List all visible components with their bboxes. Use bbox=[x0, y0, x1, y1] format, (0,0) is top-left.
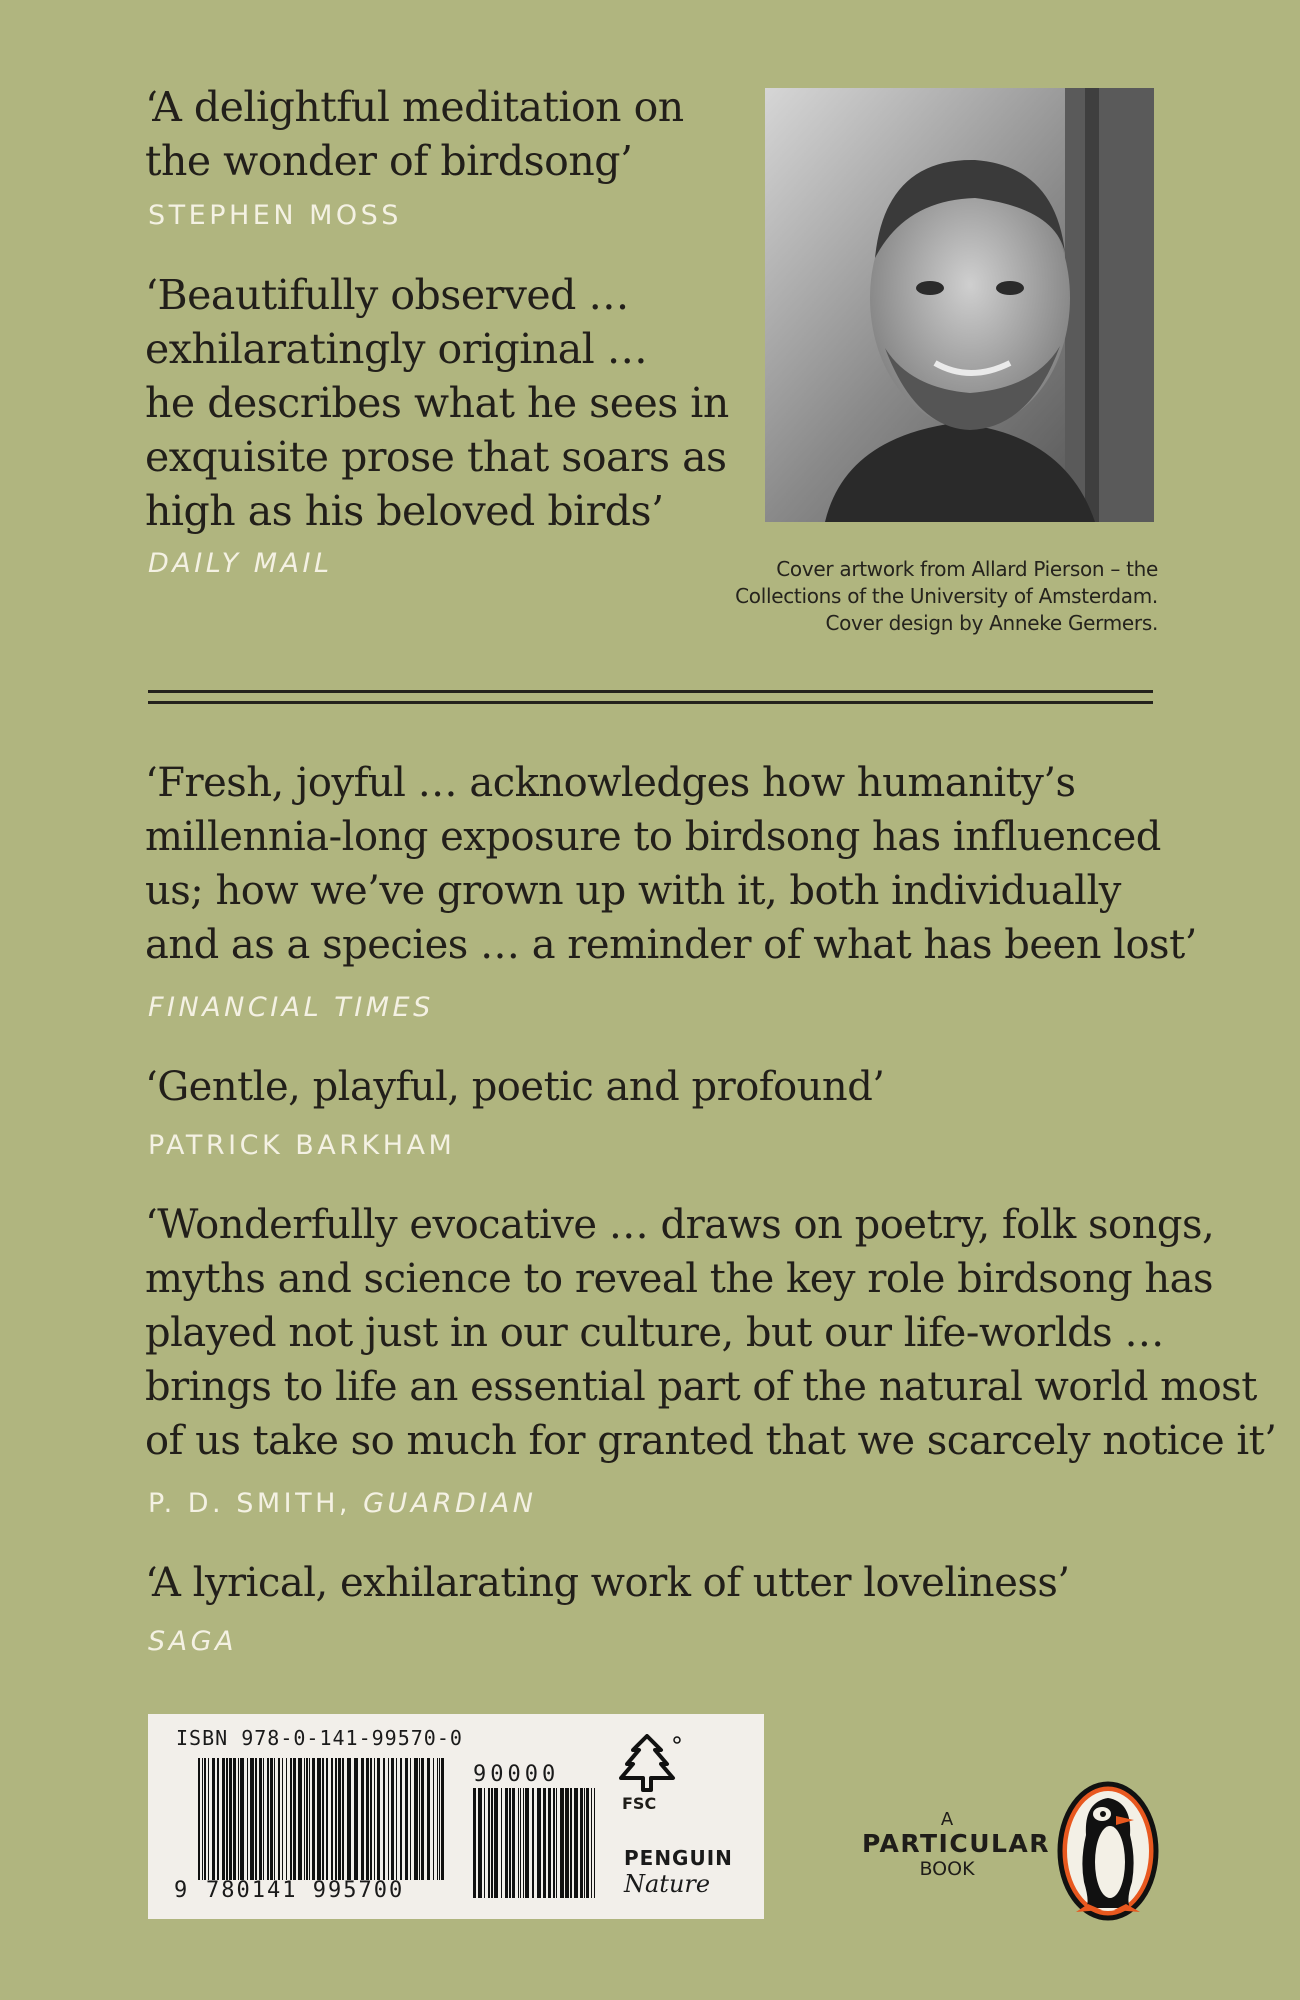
barcode-bar bbox=[574, 1788, 578, 1898]
barcode-bar bbox=[286, 1758, 287, 1880]
barcode-bar bbox=[317, 1758, 321, 1880]
barcode-bar bbox=[410, 1758, 411, 1880]
barcode-bar bbox=[212, 1758, 215, 1880]
barcode-bar bbox=[293, 1758, 296, 1880]
barcode-bar bbox=[491, 1788, 493, 1898]
barcode-bar bbox=[247, 1758, 248, 1880]
barcode-bar bbox=[523, 1788, 524, 1898]
barcode-bar bbox=[421, 1758, 424, 1880]
barcode-bar bbox=[298, 1758, 302, 1880]
divider-rule-top bbox=[148, 690, 1153, 693]
barcode-bar bbox=[312, 1758, 315, 1880]
barcode-bar bbox=[437, 1758, 438, 1880]
quote-daily-mail: ‘Beautifully observed … exhilaratingly original … he describes what he sees in exquisite prose that soars as high as his beloved birds’ bbox=[145, 271, 729, 535]
barcode-bar bbox=[217, 1758, 219, 1880]
barcode-bar bbox=[484, 1788, 485, 1898]
price-code: 90000 bbox=[473, 1762, 560, 1787]
barcode-bar bbox=[347, 1758, 351, 1880]
barcode-bar bbox=[565, 1788, 569, 1898]
barcode-bar bbox=[383, 1758, 385, 1880]
barcode-bar bbox=[591, 1788, 592, 1898]
barcode-bar bbox=[233, 1758, 236, 1880]
barcode-bar bbox=[342, 1758, 344, 1880]
barcode-bar bbox=[322, 1758, 324, 1880]
barcode-bar bbox=[400, 1758, 402, 1880]
barcode-bar bbox=[553, 1788, 555, 1898]
fsc-label: FSC bbox=[622, 1794, 657, 1813]
barcode-bar bbox=[570, 1788, 572, 1898]
barcode-bar bbox=[560, 1788, 564, 1898]
barcode-bar bbox=[520, 1788, 521, 1898]
barcode-bar bbox=[290, 1758, 292, 1880]
quote-barkham: ‘Gentle, playful, poetic and profound’ bbox=[145, 1064, 885, 1110]
barcode-bar bbox=[488, 1788, 490, 1898]
barcode-bar bbox=[204, 1758, 206, 1880]
barcode-bar bbox=[267, 1758, 269, 1880]
isbn-barcode bbox=[198, 1758, 448, 1880]
attribution-barkham: PATRICK BARKHAM bbox=[148, 1130, 456, 1161]
barcode-bar bbox=[309, 1758, 310, 1880]
author-portrait-illustration bbox=[765, 88, 1154, 522]
barcode-bar bbox=[240, 1758, 244, 1880]
barcode-bar bbox=[270, 1758, 273, 1880]
barcode-bar bbox=[537, 1788, 541, 1898]
barcode-bar bbox=[518, 1788, 519, 1898]
author-photo bbox=[765, 88, 1154, 522]
price-barcode bbox=[473, 1788, 598, 1898]
barcode-bar bbox=[586, 1788, 589, 1898]
barcode-bar bbox=[532, 1788, 534, 1898]
attribution-saga: SAGA bbox=[148, 1626, 238, 1657]
isbn-label: ISBN 978-0-141-99570-0 bbox=[176, 1726, 463, 1750]
barcode-bar bbox=[229, 1758, 232, 1880]
barcode-bar bbox=[377, 1758, 380, 1880]
quote-financial-times: ‘Fresh, joyful … acknowledges how humanity’s millennia-long exposure to birdsong has influenced us; how we’ve grown up with it, both individually and as a species … a reminder of what has been lost’ bbox=[145, 760, 1197, 968]
barcode-bar bbox=[208, 1758, 209, 1880]
barcode-bar bbox=[427, 1758, 430, 1880]
barcode-bar bbox=[433, 1758, 434, 1880]
barcode-bar bbox=[222, 1758, 225, 1880]
quote-guardian: ‘Wonderfully evocative … draws on poetry, folk songs, myths and science to reveal the key role birdsong has played not just in our culture, but our life-worlds … brings to life an essential part of the natural world most of us take so much for granted that we scarcely notice it’ bbox=[145, 1202, 1277, 1464]
barcode-bar bbox=[580, 1788, 583, 1898]
barcode-bar bbox=[405, 1758, 408, 1880]
barcode-bar bbox=[278, 1758, 280, 1880]
barcode-bar bbox=[263, 1758, 264, 1880]
barcode-bar bbox=[226, 1758, 228, 1880]
barcode-bar bbox=[370, 1758, 372, 1880]
barcode-bar bbox=[326, 1758, 328, 1880]
barcode-bar bbox=[338, 1758, 341, 1880]
barcode-panel bbox=[148, 1714, 764, 1919]
particular-book-logo: A PARTICULAR BOOK bbox=[862, 1809, 1051, 1880]
barcode-bar bbox=[594, 1788, 595, 1898]
barcode-bar bbox=[354, 1758, 358, 1880]
barcode-bar bbox=[525, 1788, 529, 1898]
barcode-bar bbox=[509, 1788, 511, 1898]
barcode-bar bbox=[304, 1758, 305, 1880]
divider-rule-bottom bbox=[148, 701, 1153, 704]
barcode-bar bbox=[494, 1788, 498, 1898]
barcode-digit-first: 9 bbox=[174, 1878, 188, 1903]
barcode-bar bbox=[478, 1788, 482, 1898]
barcode-bar bbox=[512, 1788, 515, 1898]
barcode-bar bbox=[202, 1758, 203, 1880]
attribution-financial-times: FINANCIAL TIMES bbox=[148, 992, 434, 1023]
barcode-bar bbox=[584, 1788, 585, 1898]
barcode-bar bbox=[331, 1758, 333, 1880]
barcode-bar bbox=[419, 1758, 420, 1880]
barcode-bar bbox=[250, 1758, 254, 1880]
penguin-logo-icon bbox=[1056, 1780, 1160, 1922]
nature-label: Nature bbox=[624, 1870, 711, 1898]
barcode-bar bbox=[198, 1758, 200, 1880]
barcode-bar bbox=[505, 1788, 508, 1898]
barcode-bar bbox=[543, 1788, 546, 1898]
barcode-bar bbox=[374, 1758, 375, 1880]
attribution-daily-mail: DAILY MAIL bbox=[148, 548, 333, 579]
penguin-label: PENGUIN bbox=[624, 1846, 733, 1870]
barcode-bar bbox=[391, 1758, 394, 1880]
barcode-bar bbox=[361, 1758, 364, 1880]
barcode-bar bbox=[306, 1758, 308, 1880]
barcode-bar bbox=[335, 1758, 337, 1880]
barcode-bar bbox=[259, 1758, 262, 1880]
fsc-tree-icon bbox=[613, 1734, 683, 1792]
barcode-bar bbox=[441, 1758, 444, 1880]
barcode-bar bbox=[414, 1758, 418, 1880]
barcode-bar bbox=[501, 1788, 502, 1898]
quote-moss: ‘A delightful meditation on the wonder of birdsong’ bbox=[145, 83, 684, 185]
barcode-bar bbox=[238, 1758, 239, 1880]
barcode-bar bbox=[274, 1758, 275, 1880]
barcode-bar bbox=[282, 1758, 283, 1880]
barcode-bar bbox=[556, 1788, 557, 1898]
barcode-bar bbox=[388, 1758, 389, 1880]
barcode-digits: 780141 995700 bbox=[206, 1878, 405, 1903]
attribution-guardian: P. D. SMITH, GUARDIAN bbox=[148, 1488, 537, 1519]
barcode-bar bbox=[439, 1758, 440, 1880]
barcode-bar bbox=[548, 1788, 551, 1898]
cover-credit: Cover artwork from Allard Pierson – the Collections of the University of Amsterdam. Cover design by Anneke Germers. bbox=[735, 557, 1158, 635]
barcode-bar bbox=[366, 1758, 369, 1880]
attribution-moss: STEPHEN MOSS bbox=[148, 200, 402, 231]
barcode-bar bbox=[255, 1758, 257, 1880]
quote-saga: ‘A lyrical, exhilarating work of utter loveliness’ bbox=[145, 1560, 1070, 1606]
barcode-bar bbox=[473, 1788, 476, 1898]
barcode-bar bbox=[396, 1758, 397, 1880]
